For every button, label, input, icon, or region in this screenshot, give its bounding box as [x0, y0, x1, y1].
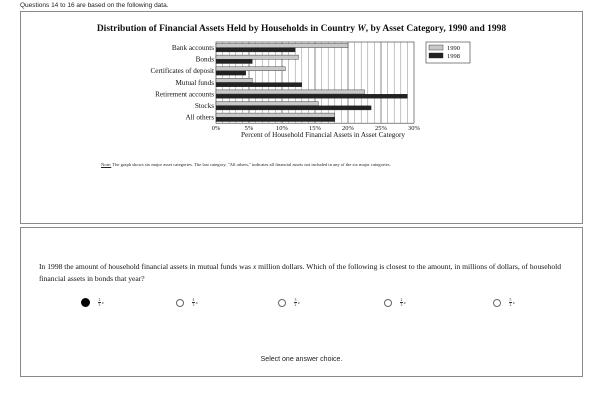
fraction-denominator: 2: [509, 303, 512, 307]
bar-1998-4: [216, 94, 407, 98]
data-panel: [20, 11, 583, 224]
choice-fraction: [509, 298, 512, 307]
radio-button[interactable]: [176, 299, 184, 307]
bar-1990-5: [216, 102, 318, 106]
bar-1990-0: [216, 44, 348, 48]
choice-fraction: [192, 298, 195, 307]
note-label: Note:: [101, 162, 112, 167]
chart-title-prefix: Distribution of Financial Assets Held by Households in Country: [96, 24, 358, 34]
category-label: Retirement accounts: [155, 90, 214, 99]
choice-fraction: [400, 298, 403, 307]
x-axis-label: Percent of Household Financial Assets in Asset Category: [241, 131, 405, 140]
bar-1998-6: [216, 117, 335, 121]
answer-choice-5[interactable]: [493, 298, 515, 307]
fraction-variable: x: [195, 300, 198, 305]
category-label: Bank accounts: [171, 44, 214, 52]
x-tick-label: 30%: [408, 125, 420, 133]
fraction-numerator: 3: [294, 298, 297, 302]
x-tick-label: 0%: [211, 125, 221, 133]
bar-1998-2: [216, 71, 246, 75]
note-text: The graph shows six major asset categories. The last category, "All others," indicates all financial assets not included in any of the six major categories.: [111, 162, 391, 167]
legend-label: 1990: [447, 45, 460, 52]
bar-1998-3: [216, 83, 302, 87]
fraction-denominator: 3: [192, 303, 195, 307]
x-tick-label: 10%: [276, 125, 288, 133]
x-tick-label: 20%: [342, 125, 354, 133]
fraction-variable: x: [512, 300, 515, 305]
fraction-variable: x: [297, 300, 300, 305]
x-tick-label: 15%: [309, 125, 321, 133]
select-hint: Select one answer choice.: [260, 356, 343, 363]
fraction-variable: x: [403, 300, 406, 305]
legend-swatch-1998: [429, 53, 443, 58]
fraction-numerator: 5: [509, 298, 512, 302]
category-label: Mutual funds: [175, 78, 214, 87]
x-tick-label: 5%: [244, 125, 254, 133]
bar-1998-1: [216, 59, 252, 63]
bar-1998-0: [216, 48, 295, 52]
question-panel: [20, 227, 583, 377]
bar-1998-5: [216, 106, 371, 110]
legend-swatch-1990: [429, 45, 443, 50]
answer-choice-4[interactable]: [384, 298, 406, 307]
answer-choice-1[interactable]: [81, 298, 104, 307]
fraction-variable: x: [101, 300, 104, 305]
bar-1990-1: [216, 55, 299, 59]
chart-title-suffix: , by Asset Category, 1990 and 1998: [365, 24, 507, 34]
chart-title-variable: W: [357, 24, 366, 34]
category-label: Stocks: [194, 102, 214, 110]
bar-1990-4: [216, 90, 365, 94]
bar-1990-6: [216, 113, 335, 117]
x-tick-label: 25%: [375, 125, 387, 133]
radio-button[interactable]: [493, 299, 501, 307]
radio-button[interactable]: [278, 299, 286, 307]
fraction-numerator: 4: [192, 298, 195, 302]
bar-1990-3: [216, 78, 252, 82]
chart-note: [101, 162, 391, 167]
fraction-denominator: 3: [400, 303, 403, 307]
question-part1: In 1998 the amount of household financial assets in mutual funds was: [39, 262, 253, 271]
bar-chart: [21, 38, 582, 178]
question-text: [39, 261, 569, 285]
fraction-numerator: 2: [400, 298, 403, 302]
category-label: Certificates of deposit: [150, 67, 214, 76]
bar-1990-2: [216, 67, 285, 71]
choice-fraction: [98, 298, 101, 307]
intro-text: Questions 14 to 16 are based on the following data.: [20, 2, 169, 9]
radio-button[interactable]: [81, 298, 90, 307]
answer-choice-3[interactable]: [278, 298, 300, 307]
fraction-denominator: 3: [98, 303, 101, 307]
chart-title: [21, 24, 582, 34]
answer-choice-2[interactable]: [176, 298, 198, 307]
fraction-denominator: 2: [294, 303, 297, 307]
choice-fraction: [294, 298, 297, 307]
question-part2: million dollars. Which of the following is closest to the amount, in millions of dollars, of household financial assets in bonds that year?: [39, 262, 562, 283]
fraction-numerator: 2: [98, 298, 101, 302]
legend-label: 1998: [447, 53, 460, 60]
radio-button[interactable]: [384, 299, 392, 307]
question-variable: x: [252, 262, 257, 271]
category-label: Bonds: [195, 55, 214, 64]
category-label: All others: [185, 113, 214, 122]
